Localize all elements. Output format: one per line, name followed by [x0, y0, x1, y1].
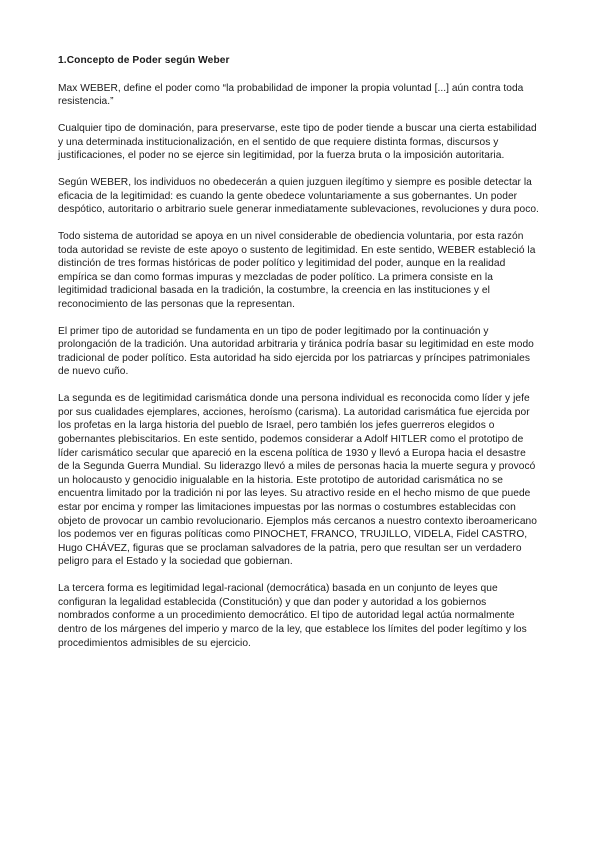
paragraph-domination: Cualquier tipo de dominación, para preservarse, este tipo de poder tiende a buscar una cierta estabilidad y una determinada institucionalización, en el sentido de que requiere distinta formas, discursos y justificaciones, el poder no se ejerce sin legitimidad, por la fuerza bruta o la imposición autoritaria.: [58, 122, 537, 162]
paragraph-authority-systems: Todo sistema de autoridad se apoya en un nivel considerable de obediencia voluntaria, por esta razón toda autoridad se reviste de este apoyo o sustento de legitimidad. En este sentido, WEBER estableció la distinción de tres formas históricas de poder político y legitimidad del poder, aunque en la realidad empírica se dan como formas impuras y mezcladas de poder político. La primera consiste en la legitimidad tradicional basada en la tradición, la costumbre, la creencia en las instituciones y el reconocimiento de las personas que la representan.: [58, 230, 536, 310]
paragraph-legitimacy: Según WEBER, los individuos no obedecerán a quien juzguen ilegítimo y siempre es posible detectar la eficacia de la legitimidad: es cuando la gente obedece voluntariamente a sus gobernantes. Un poder despótico, autoritario o arbitrario suele generar inmediatamente sublevaciones, revoluciones y dura poco.: [58, 176, 539, 216]
paragraph-definition: Max WEBER, define el poder como “la probabilidad de imponer la propia voluntad [...] aún contra toda resistencia.”: [58, 82, 524, 108]
paragraph-charismatic-authority: La segunda es de legitimidad carismática donde una persona individual es reconocida como líder y jefe por sus cualidades ejemplares, acciones, heroísmo (carisma). La autoridad carismática fue ejercida por los profetas en la larga historia del pueblo de Israel, pero también los jefes guerreros elegidos o gobernantes plebiscitarios. En este sentido, podemos considerar a Adolf HITLER como el prototipo de líder carismático secular que apareció en la escena política de 1930 y llevó a Europa hacia el desastre de la Segunda Guerra Mundial. Su liderazgo llevó a miles de personas hacia la muerte segura y provocó un holocausto y genocidio inigualable en la historia. Este prototipo de autoridad carismática no se encuentra limitado por la tradición ni por las leyes. Su atractivo reside en el hecho mismo de que puede estar por encima y romper las limitaciones impuestas por las normas o costumbres establecidas con objeto de provocar un cambio revolucionario. Ejemplos más cercanos a nuestro contexto iberoamericano los podemos ver en figuras políticas como PINOCHET, FRANCO, TRUJILLO, VIDELA, Fidel CASTRO, Hugo CHÁVEZ, figuras que se proclaman salvadores de la patria, pero que resultan ser un verdadero peligro para el Estado y la sociedad que gobiernan.: [58, 393, 537, 568]
paragraph-traditional-authority: El primer tipo de autoridad se fundamenta en un tipo de poder legitimado por la continuación y prolongación de la tradición. Una autoridad arbitraria y tiránica podría basar su legitimidad en este modo tradicional de poder político. Esta autoridad ha sido ejercida por los patriarcas y príncipes patrimoniales de nuevo cuño.: [58, 325, 534, 378]
section-title: 1.Concepto de Poder según Weber: [58, 55, 230, 66]
paragraph-legal-rational-authority: La tercera forma es legitimidad legal-racional (democrática) basada en un conjunto de leyes que configuran la legalidad establecida (Constitución) y que dan poder y autoridad a los gobiernos nombrados conforme a un procedimiento democrático. El tipo de autoridad legal actúa normalmente dentro de los márgenes del imperio y marco de la ley, que establece los límites del poder legítimo y los procedimientos admisibles de su ejercicio.: [58, 583, 527, 649]
